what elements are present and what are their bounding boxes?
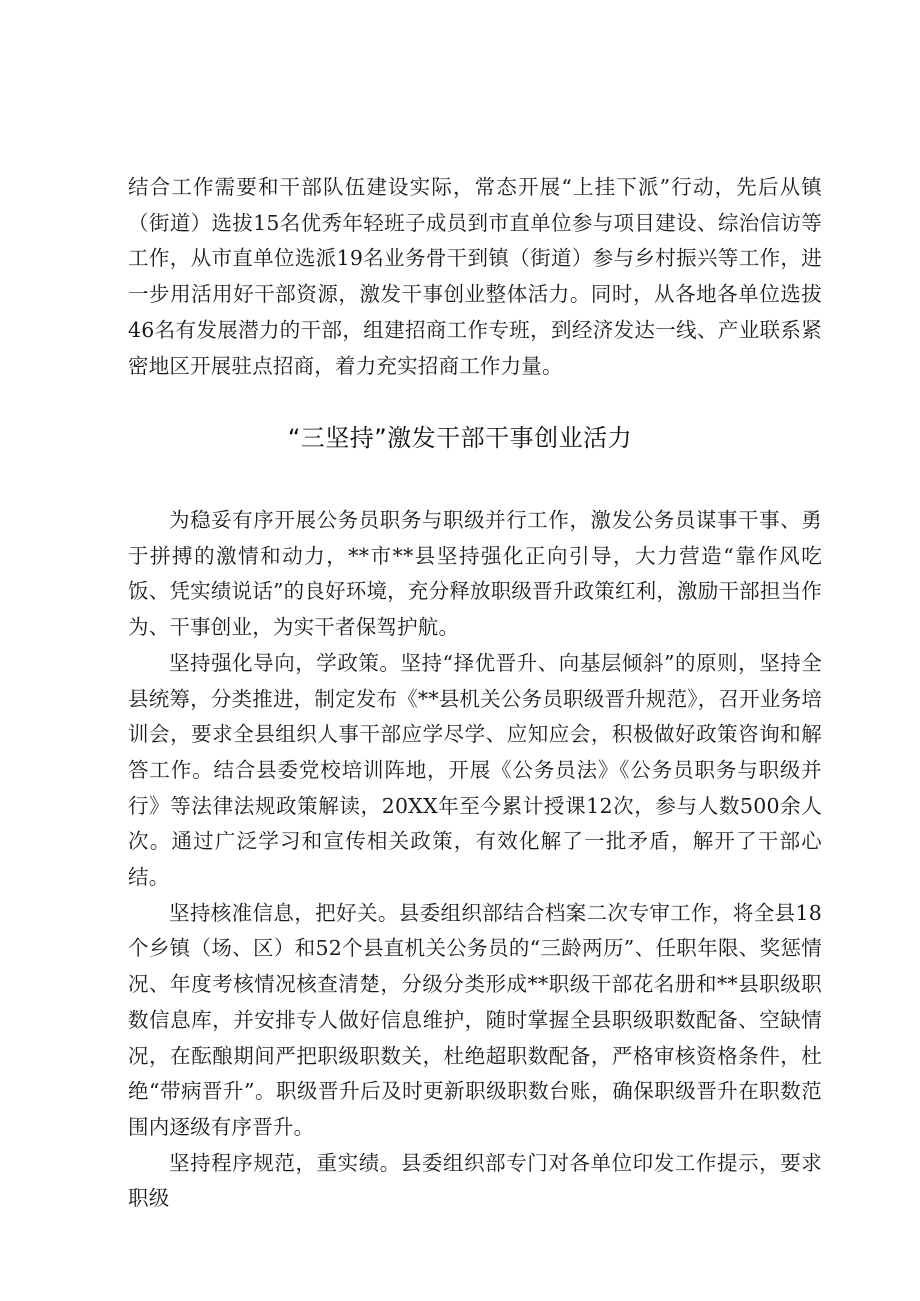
paragraph-procedure: 坚持程序规范，重实绩。县委组织部专门对各单位印发工作提示，要求职级 (128, 1150, 822, 1211)
intro-section (128, 170, 822, 384)
paragraph-lead: 为稳妥有序开展公务员职务与职级并行工作，激发公务员谋事干事、勇于拼搏的激情和动力，**市**县坚持强化正向引导，大力营造“靠作风吃饭、凭实绩说话”的良好环境，充分释放职级晋升政策红利，激励干部担当作为、干事创业，为实干者保驾护航。 (128, 508, 822, 640)
intro-paragraph: 结合工作需要和干部队伍建设实际，常态开展“上挂下派”行动，先后从镇（街道）选拔15名优秀年轻班子成员到市直单位参与项目建设、综治信访等工作，从市直单位选派19名业务骨干到镇（街道）参与乡村振兴等工作，进一步用活用好干部资源，激发干事创业整体活力。同时，从各地各单位选拔46名有发展潜力的干部，组建招商工作专班，到经济发达一线、产业联系紧密地区开展驻点招商，着力充实招商工作力量。 (128, 175, 822, 378)
paragraph-verification: 坚持核准信息，把好关。县委组织部结合档案二次专审工作，将全县18个乡镇（场、区）和52个县直机关公务员的“三龄两历”、任职年限、奖惩情况、年度考核情况核查清楚，分级分类形成**职级干部花名册和**县职级职数信息库，并安排专人做好信息维护，随时掌握全县职级职数配备、空缺情况，在酝酿期间严把职级职数关，杜绝超职数配备，严格审核资格条件，杜绝“带病晋升”。职级晋升后及时更新职级职数台账，确保职级晋升在职数范围内逐级有序晋升。 (128, 900, 822, 1139)
section-title: “三坚持”激发干部干事创业活力 (287, 424, 633, 452)
body-section (128, 503, 822, 1217)
paragraph-policy: 坚持强化导向，学政策。坚持“择优晋升、向基层倾斜”的原则，坚持全县统筹，分类推进，制定发布《**县机关公务员职级晋升规范》，召开业务培训会，要求全县组织人事干部应学尽学、应知应会，积极做好政策咨询和解答工作。结合县委党校培训阵地，开展《公务员法》《公务员职务与职级并行》等法律法规政策解读，20XX年至今累计授课12次，参与人数500余人次。通过广泛学习和宣传相关政策，有效化解了一批矛盾，解开了干部心结。 (128, 650, 822, 890)
